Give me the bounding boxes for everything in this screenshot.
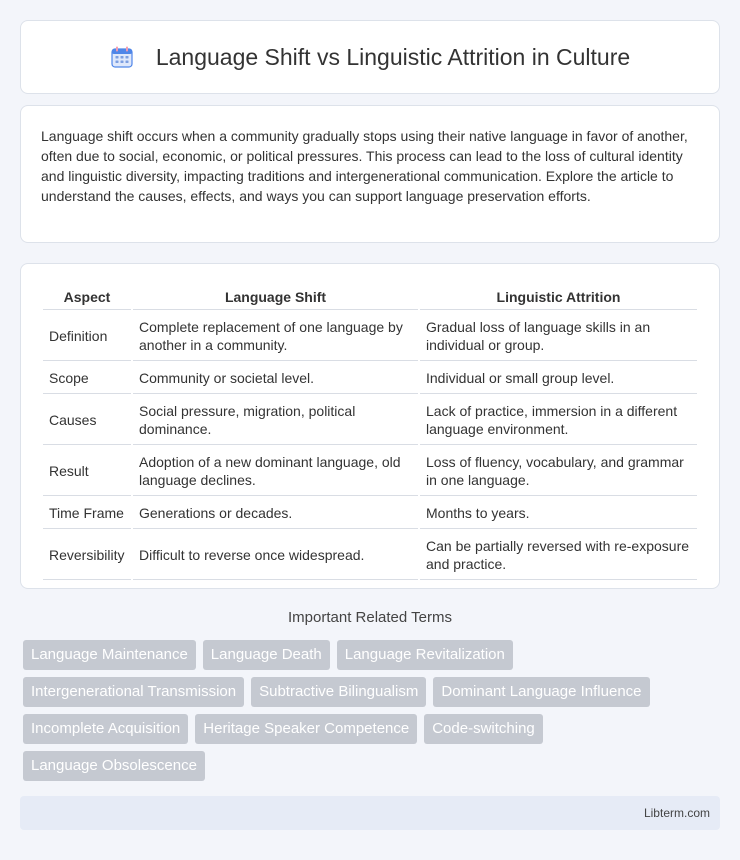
calendar-icon [110,45,134,69]
cell-aspect: Reversibility [43,531,131,580]
related-term-tag[interactable]: Language Revitalization [337,640,513,670]
related-term-tag[interactable]: Language Obsolescence [23,751,205,781]
related-term-tag[interactable]: Language Death [203,640,330,670]
related-term-tag[interactable]: Language Maintenance [23,640,196,670]
cell-shift: Generations or decades. [133,498,418,529]
related-term-tag[interactable]: Code-switching [424,714,543,744]
cell-aspect: Time Frame [43,498,131,529]
cell-attrition: Gradual loss of language skills in an individual or group. [420,312,697,361]
table-row [43,396,697,445]
cell-aspect: Result [43,447,131,496]
cell-shift: Social pressure, migration, political dominance. [133,396,418,445]
footer [20,796,720,830]
cell-shift: Community or societal level. [133,363,418,394]
related-terms-section [20,609,720,781]
title-wrap [110,44,630,71]
table-header-row [43,284,697,310]
cell-attrition: Lack of practice, immersion in a different language environment. [420,396,697,445]
comparison-table-card [20,263,720,589]
cell-attrition: Can be partially reversed with re-exposure and practice. [420,531,697,580]
cell-shift: Complete replacement of one language by another in a community. [133,312,418,361]
header-language-shift: Language Shift [133,284,418,310]
comparison-table [41,282,699,582]
cell-attrition: Individual or small group level. [420,363,697,394]
cell-shift: Difficult to reverse once widespread. [133,531,418,580]
table-row [43,531,697,580]
header-linguistic-attrition: Linguistic Attrition [420,284,697,310]
cell-aspect: Causes [43,396,131,445]
cell-attrition: Loss of fluency, vocabulary, and grammar in one language. [420,447,697,496]
intro-text: Language shift occurs when a community gradually stops using their native language in favor of another, often due to social, economic, or political pressures. This process can lead to the loss of cultural identity and linguistic diversity, impacting traditions and intergenerational communication. Explore the article to understand the causes, effects, and ways you can support language preservation efforts. [41,128,688,204]
related-term-tag[interactable]: Subtractive Bilingualism [251,677,426,707]
related-term-tag[interactable]: Dominant Language Influence [433,677,649,707]
table-row [43,312,697,361]
cell-aspect: Definition [43,312,131,361]
footer-site-link[interactable]: Libterm.com [643,806,710,820]
table-row [43,498,697,529]
related-terms-list [20,640,720,781]
cell-aspect: Scope [43,363,131,394]
related-term-tag[interactable]: Heritage Speaker Competence [195,714,417,744]
intro-card [20,105,720,243]
table-row [43,447,697,496]
title-card [20,20,720,94]
table-row [43,363,697,394]
cell-attrition: Months to years. [420,498,697,529]
related-terms-heading: Important Related Terms [288,609,452,626]
related-term-tag[interactable]: Intergenerational Transmission [23,677,244,707]
cell-shift: Adoption of a new dominant language, old language declines. [133,447,418,496]
header-aspect: Aspect [43,284,131,310]
related-term-tag[interactable]: Incomplete Acquisition [23,714,188,744]
page-title: Language Shift vs Linguistic Attrition in Culture [155,43,631,70]
